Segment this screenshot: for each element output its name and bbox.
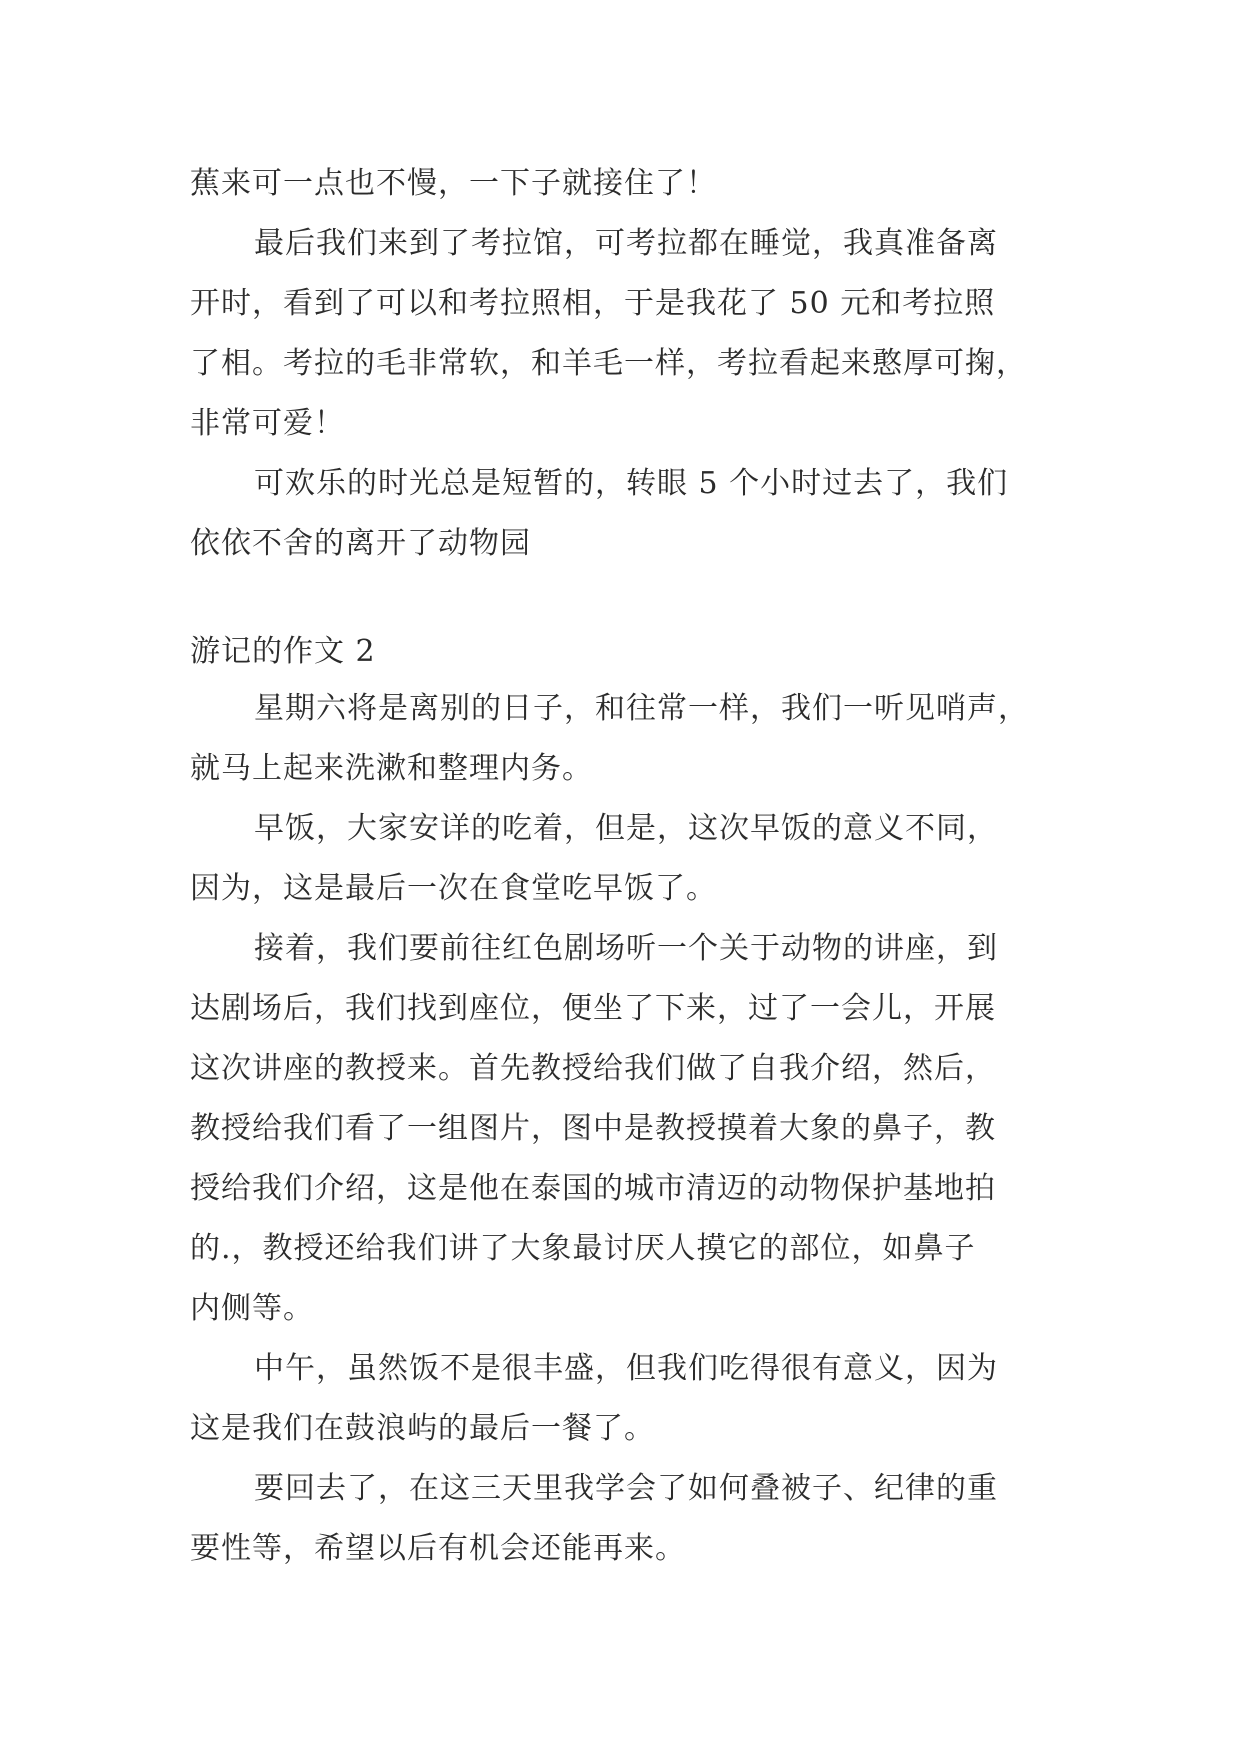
text-line: 的.，教授还给我们讲了大象最讨厌人摸它的部位，如鼻子: [190, 1231, 976, 1266]
section-1: [190, 154, 1060, 574]
text-line: 就马上起来洗漱和整理内务。: [190, 751, 593, 786]
text-line: 最后我们来到了考拉馆，可考拉都在睡觉，我真准备离: [254, 226, 998, 261]
paragraph: [190, 1339, 1060, 1459]
paragraph: [190, 919, 1060, 1339]
text-line: 非常可爱！: [190, 406, 345, 441]
text-line: 达剧场后，我们找到座位，便坐了下来，过了一会儿，开展: [190, 991, 996, 1026]
text-line: 早饭，大家安详的吃着，但是，这次早饭的意义不同，: [254, 811, 998, 846]
text-line: 因为，这是最后一次在食堂吃早饭了。: [190, 871, 717, 906]
text-line: 可欢乐的时光总是短暂的，转眼 5 个小时过去了，我们: [254, 466, 1009, 501]
section-2: [190, 679, 1060, 1579]
paragraph: [190, 679, 1060, 799]
text-line: 这是我们在鼓浪屿的最后一餐了。: [190, 1411, 655, 1446]
text-line: 中午，虽然饭不是很丰盛，但我们吃得很有意义，因为: [254, 1351, 998, 1386]
paragraph: [190, 454, 1060, 574]
paragraph: [190, 799, 1060, 919]
text-line: 授给我们介绍，这是他在泰国的城市清迈的动物保护基地拍: [190, 1171, 996, 1206]
text-line: 内侧等。: [190, 1291, 314, 1326]
text-line: 接着，我们要前往红色剧场听一个关于动物的讲座，到: [254, 931, 998, 966]
paragraph: [190, 214, 1060, 454]
paragraph: [190, 154, 1060, 214]
text-line: 这次讲座的教授来。首先教授给我们做了自我介绍，然后，: [190, 1051, 996, 1086]
text-line: 蕉来可一点也不慢，一下子就接住了！: [190, 166, 717, 201]
text-line: 要回去了，在这三天里我学会了如何叠被子、纪律的重: [254, 1471, 998, 1506]
text-line: 依依不舍的离开了动物园: [190, 526, 531, 561]
text-line: 开时，看到了可以和考拉照相，于是我花了 50 元和考拉照: [190, 286, 996, 321]
text-line: 要性等，希望以后有机会还能再来。: [190, 1531, 686, 1566]
text-line: 了相。考拉的毛非常软，和羊毛一样，考拉看起来憨厚可掬，: [190, 346, 1027, 381]
paragraph: [190, 1459, 1060, 1579]
section-heading: [190, 622, 1060, 682]
text-line: 教授给我们看了一组图片，图中是教授摸着大象的鼻子，教: [190, 1111, 996, 1146]
heading-text: 游记的作文 2: [190, 634, 376, 669]
text-line: 星期六将是离别的日子，和往常一样，我们一听见哨声，: [254, 691, 1029, 726]
